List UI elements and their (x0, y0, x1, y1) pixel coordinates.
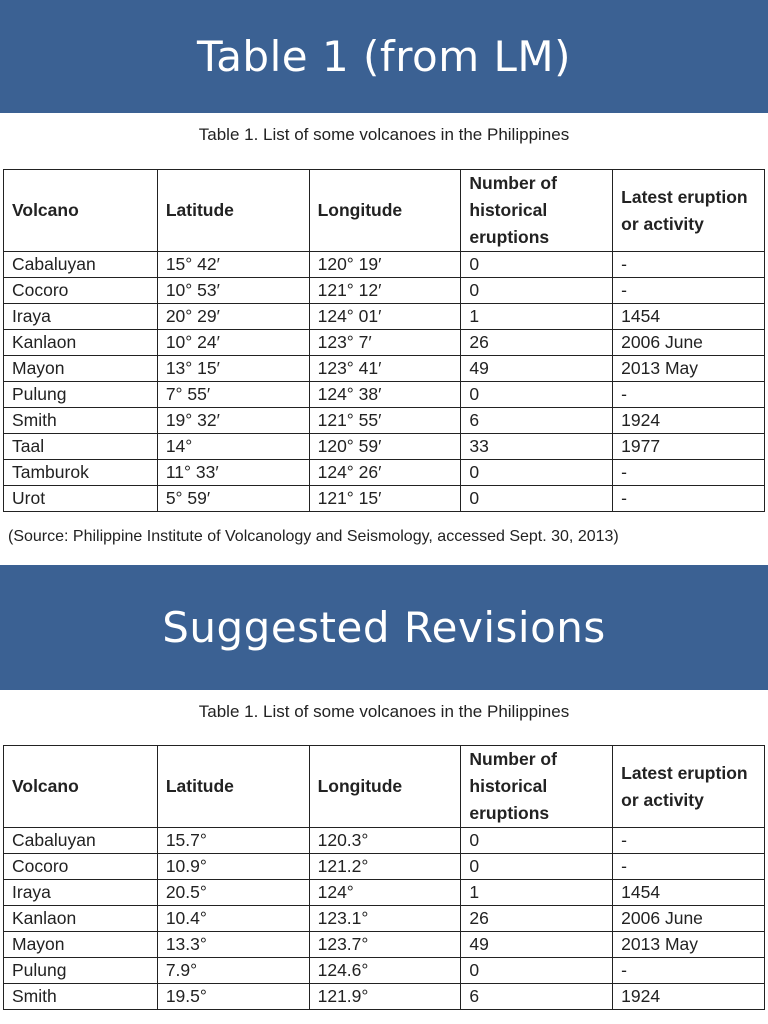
table-row (4, 984, 765, 1010)
slide1-table-caption: Table 1. List of some volcanoes in the Philippines (198, 125, 570, 144)
table-cell: 13° 15′ (157, 356, 309, 382)
table-cell: 26 (461, 906, 613, 932)
table-cell: 1454 (613, 304, 765, 330)
table-cell: Tamburok (4, 460, 158, 486)
column-header: Longitude (309, 746, 461, 828)
table-cell: 49 (461, 356, 613, 382)
table-cell: - (613, 252, 765, 278)
table-cell: 124° 26′ (309, 460, 461, 486)
table-cell: 10.4° (157, 906, 309, 932)
table-cell: 0 (461, 828, 613, 854)
table-row (4, 460, 765, 486)
table-cell: 124.6° (309, 958, 461, 984)
slide1-title: Table 1 (from LM) (196, 32, 572, 81)
table-header-row (4, 170, 765, 252)
table-cell: 121.9° (309, 984, 461, 1010)
table-cell: 33 (461, 434, 613, 460)
slide1-volcano-table (3, 169, 765, 512)
table-cell: 124° (309, 880, 461, 906)
slide2-title-banner (0, 565, 768, 690)
table-cell: 26 (461, 330, 613, 356)
column-header: Latest eruption or activity (613, 170, 765, 252)
table-cell: - (613, 486, 765, 512)
table-cell: Smith (4, 408, 158, 434)
table-row (4, 252, 765, 278)
column-header: Latest eruption or activity (613, 746, 765, 828)
column-header: Latitude (157, 746, 309, 828)
table-cell: 123° 41′ (309, 356, 461, 382)
table-cell: 20° 29′ (157, 304, 309, 330)
table-cell: 19.5° (157, 984, 309, 1010)
column-header: Volcano (4, 746, 158, 828)
table-cell: Cocoro (4, 278, 158, 304)
table-cell: Iraya (4, 880, 158, 906)
table-cell: 10.9° (157, 854, 309, 880)
table-row (4, 486, 765, 512)
table-cell: 11° 33′ (157, 460, 309, 486)
table-cell: - (613, 382, 765, 408)
table-cell: 120.3° (309, 828, 461, 854)
table-row (4, 906, 765, 932)
table-row (4, 408, 765, 434)
table-cell: Taal (4, 434, 158, 460)
table-cell: 0 (461, 460, 613, 486)
slide2-volcano-table (3, 745, 765, 1010)
table-cell: 20.5° (157, 880, 309, 906)
table-cell: Cabaluyan (4, 252, 158, 278)
column-header: Longitude (309, 170, 461, 252)
table-cell: 121° 15′ (309, 486, 461, 512)
table-row (4, 958, 765, 984)
table-cell: Mayon (4, 356, 158, 382)
table-cell: - (613, 278, 765, 304)
table-cell: 2013 May (613, 356, 765, 382)
table-cell: 0 (461, 382, 613, 408)
table-cell: 121° 55′ (309, 408, 461, 434)
table-cell: 13.3° (157, 932, 309, 958)
table-cell: 1 (461, 880, 613, 906)
table-cell: 15.7° (157, 828, 309, 854)
table-row (4, 356, 765, 382)
table-cell: 6 (461, 408, 613, 434)
table-cell: - (613, 828, 765, 854)
table-row (4, 880, 765, 906)
table-cell: 2006 June (613, 330, 765, 356)
column-header: Latitude (157, 170, 309, 252)
table-cell: 2006 June (613, 906, 765, 932)
table-cell: 7.9° (157, 958, 309, 984)
table-cell: 120° 59′ (309, 434, 461, 460)
table-cell: 14° (157, 434, 309, 460)
table-cell: 10° 53′ (157, 278, 309, 304)
table-cell: 15° 42′ (157, 252, 309, 278)
slide2-table-caption: Table 1. List of some volcanoes in the Philippines (198, 702, 570, 721)
table-row (4, 382, 765, 408)
table-cell: Smith (4, 984, 158, 1010)
table-cell: - (613, 460, 765, 486)
table-cell: 1 (461, 304, 613, 330)
table-cell: Pulung (4, 382, 158, 408)
table-cell: Pulung (4, 958, 158, 984)
table-cell: - (613, 854, 765, 880)
table-cell: 19° 32′ (157, 408, 309, 434)
table-cell: 0 (461, 486, 613, 512)
table-cell: 6 (461, 984, 613, 1010)
table-cell: - (613, 958, 765, 984)
table-row (4, 828, 765, 854)
table-row (4, 932, 765, 958)
slide1-title-banner (0, 0, 768, 113)
table-cell: 123.1° (309, 906, 461, 932)
column-header: Number of historical eruptions (461, 746, 613, 828)
table-cell: Cocoro (4, 854, 158, 880)
table-cell: 1977 (613, 434, 765, 460)
table-cell: 1924 (613, 408, 765, 434)
table-row (4, 278, 765, 304)
table-cell: Cabaluyan (4, 828, 158, 854)
table-cell: 5° 59′ (157, 486, 309, 512)
table-cell: 7° 55′ (157, 382, 309, 408)
table-cell: Kanlaon (4, 906, 158, 932)
table-cell: 1454 (613, 880, 765, 906)
table-header-row (4, 746, 765, 828)
table-cell: 10° 24′ (157, 330, 309, 356)
column-header: Number of historical eruptions (461, 170, 613, 252)
table-row (4, 330, 765, 356)
table-cell: 2013 May (613, 932, 765, 958)
table-cell: 124° 38′ (309, 382, 461, 408)
table-cell: 124° 01′ (309, 304, 461, 330)
table-cell: 121.2° (309, 854, 461, 880)
table-cell: 49 (461, 932, 613, 958)
table-row (4, 854, 765, 880)
table-cell: 0 (461, 854, 613, 880)
table-cell: 123.7° (309, 932, 461, 958)
table-cell: Urot (4, 486, 158, 512)
column-header: Volcano (4, 170, 158, 252)
table-row (4, 304, 765, 330)
slide1-source-note: (Source: Philippine Institute of Volcanology and Seismology, accessed Sept. 30, 2013) (8, 528, 619, 545)
table-cell: Iraya (4, 304, 158, 330)
table-cell: 121° 12′ (309, 278, 461, 304)
table-cell: Kanlaon (4, 330, 158, 356)
slide2-title: Suggested Revisions (162, 603, 606, 652)
table-cell: Mayon (4, 932, 158, 958)
table-cell: 120° 19′ (309, 252, 461, 278)
table-cell: 1924 (613, 984, 765, 1010)
table-cell: 0 (461, 278, 613, 304)
table-cell: 0 (461, 958, 613, 984)
table-row (4, 434, 765, 460)
table-cell: 0 (461, 252, 613, 278)
table-cell: 123° 7′ (309, 330, 461, 356)
